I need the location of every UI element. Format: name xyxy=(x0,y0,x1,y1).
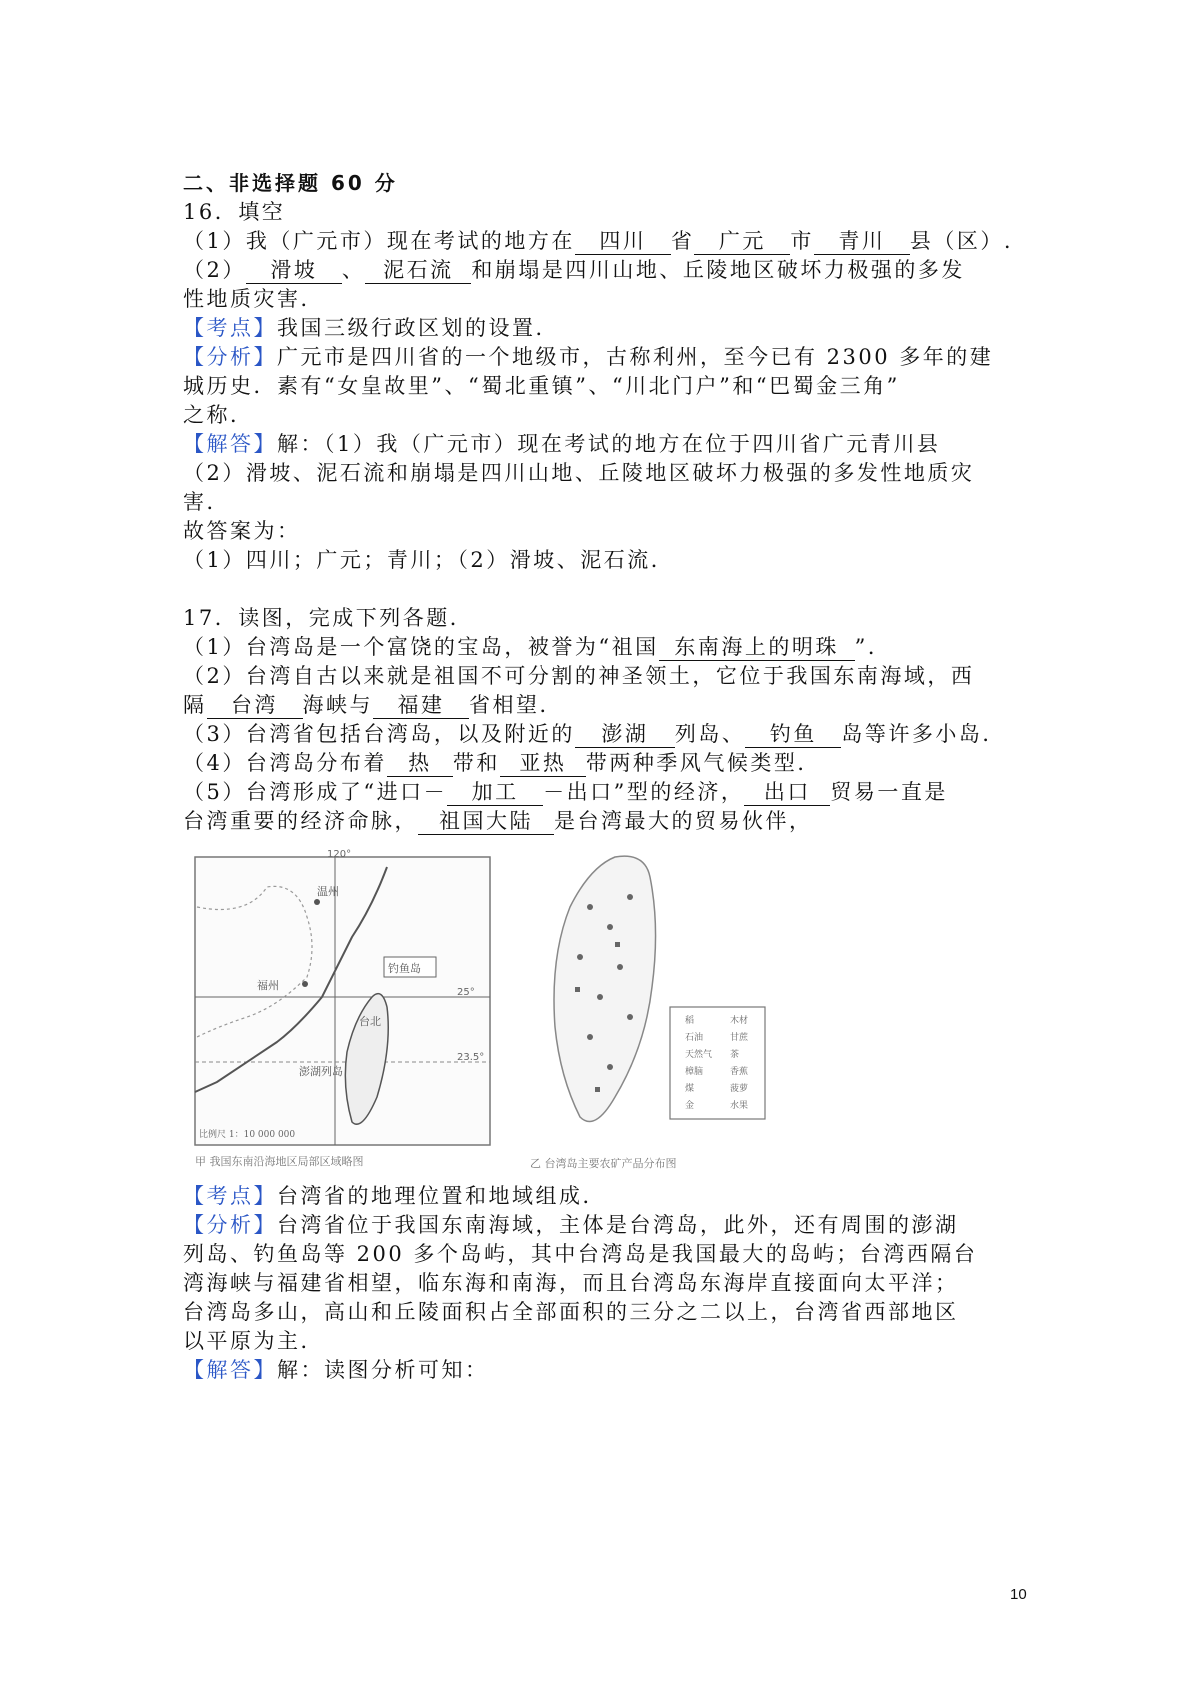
answer-blank: 青川 xyxy=(814,228,910,255)
q16-fenxi: 【分析】广元市是四川省的一个地级市，古称利州，至今已有 2300 多年的建 xyxy=(183,345,994,369)
answer-blank: 福建 xyxy=(373,692,469,719)
q16-answer: （1）四川；广元；青川；（2）滑坡、泥石流． xyxy=(183,548,675,572)
tag-fenxi: 【分析】 xyxy=(183,345,277,369)
taiwan-outline xyxy=(554,856,656,1121)
answer-blank: 四川 xyxy=(575,228,671,255)
q17-fenxi-5: 以平原为主． xyxy=(183,1329,324,1353)
svg-text:甘蔗: 甘蔗 xyxy=(730,1033,749,1043)
svg-text:木材: 木材 xyxy=(730,1016,749,1026)
q16-line2: （2） 滑坡 、 泥石流 和崩塌是四川山地、丘陵地区破坏力极强的多发 xyxy=(183,258,965,282)
map-taiwan-products xyxy=(520,847,780,1177)
svg-text:天然气: 天然气 xyxy=(685,1050,713,1060)
q16-jieda: 【解答】解：（1）我（广元市）现在考试的地方在位于四川省广元青川县 xyxy=(183,432,941,456)
q16-kaodian: 【考点】我国三级行政区划的设置． xyxy=(183,316,559,340)
q17-fenxi: 【分析】台湾省位于我国东南海域，主体是台湾岛，此外，还有周围的澎湖 xyxy=(183,1213,959,1237)
answer-blank: 钓鱼 xyxy=(745,721,841,748)
lat-label-25: 25° xyxy=(457,987,475,998)
svg-text:石油: 石油 xyxy=(685,1033,704,1043)
answer-blank: 出口 xyxy=(744,779,830,806)
q16-jieda-2: （2）滑坡、泥石流和崩塌是四川山地、丘陵地区破坏力极强的多发性地质灾 xyxy=(183,461,975,485)
q17-part2-b: 隔 台湾 海峡与 福建 省相望． xyxy=(183,693,563,717)
svg-text:香蕉: 香蕉 xyxy=(730,1067,749,1077)
answer-blank: 东南海上的明珠 xyxy=(659,634,855,661)
lon-label: 120° xyxy=(327,849,352,860)
city-taibei: 台北 xyxy=(359,1015,381,1028)
answer-blank: 泥石流 xyxy=(365,257,471,284)
q17-fenxi-3: 湾海峡与福建省相望，临东海和南海，而且台湾岛东海岸直接面向太平洋； xyxy=(183,1271,959,1295)
label-diaoyudao: 钓鱼岛 xyxy=(388,962,421,975)
svg-text:金: 金 xyxy=(685,1101,695,1111)
section-heading: 二、非选择题 60 分 xyxy=(183,171,398,195)
answer-blank: 澎湖 xyxy=(575,721,675,748)
map2-caption: 乙 台湾岛主要农矿产品分布图 xyxy=(530,1157,677,1170)
tag-jieda: 【解答】 xyxy=(183,432,277,456)
q17-part3: （3）台湾省包括台湾岛，以及附近的 澎湖 列岛、 钓鱼 岛等许多小岛． xyxy=(183,722,1006,746)
q17-part1: （1）台湾岛是一个富饶的宝岛，被誉为“祖国 东南海上的明珠 ”． xyxy=(183,635,892,659)
city-fuzhou: 福州 xyxy=(257,979,279,992)
answer-blank: 祖国大陆 xyxy=(418,808,554,835)
page-number: 10 xyxy=(1010,1586,1027,1603)
q16-line1: （1）我（广元市）现在考试的地方在 四川 省 广元 市 青川 县（区）. xyxy=(183,229,1014,253)
q17-fenxi-2: 列岛、钓鱼岛等 200 多个岛屿，其中台湾岛是我国最大的岛屿；台湾西隔台 xyxy=(183,1242,978,1266)
svg-text:稻: 稻 xyxy=(685,1016,695,1026)
svg-text:水果: 水果 xyxy=(730,1101,749,1111)
q17-title: 17．读图，完成下列各题． xyxy=(183,606,474,630)
label-penghu: 澎湖列岛 xyxy=(299,1065,343,1078)
tag-fenxi: 【分析】 xyxy=(183,1213,277,1237)
q16-fenxi-3: 之称． xyxy=(183,403,254,427)
answer-blank: 加工 xyxy=(447,779,543,806)
svg-text:菠萝: 菠萝 xyxy=(730,1084,749,1094)
svg-text:樟脑: 樟脑 xyxy=(685,1067,704,1077)
lat-label-235: 23.5° xyxy=(457,1052,485,1063)
tag-jieda: 【解答】 xyxy=(183,1358,277,1382)
map1-caption: 甲 我国东南沿海地区局部区域略图 xyxy=(195,1155,364,1168)
answer-blank: 亚热 xyxy=(500,750,586,777)
answer-blank: 台湾 xyxy=(207,692,303,719)
city-wenzhou: 温州 xyxy=(317,885,339,898)
q17-fenxi-4: 台湾岛多山，高山和丘陵面积占全部面积的三分之二以上，台湾省西部地区 xyxy=(183,1300,959,1324)
q17-part6: 台湾重要的经济命脉， 祖国大陆 是台湾最大的贸易伙伴， xyxy=(183,809,813,833)
svg-text:茶: 茶 xyxy=(730,1050,740,1060)
q16-title: 16．填空 xyxy=(183,200,286,224)
q16-jieda-3: 害． xyxy=(183,490,230,514)
q17-part2: （2）台湾自古以来就是祖国不可分割的神圣领土，它位于我国东南海域，西 xyxy=(183,664,975,688)
answer-blank: 热 xyxy=(387,750,453,777)
scale-label: 比例尺 1：10 000 000 xyxy=(199,1130,296,1140)
q17-part4: （4）台湾岛分布着 热 带和 亚热 带两种季风气候类型． xyxy=(183,751,821,775)
q17-part5: （5）台湾形成了“进口－ 加工 －出口”型的经济， 出口 贸易一直是 xyxy=(183,780,948,804)
q17-kaodian: 【考点】台湾省的地理位置和地域组成． xyxy=(183,1184,606,1208)
q16-line3: 性地质灾害． xyxy=(183,287,324,311)
map-southeast-coast xyxy=(187,847,507,1177)
q16-fenxi-2: 城历史．素有“女皇故里”、“蜀北重镇”、“川北门户”和“巴蜀金三角” xyxy=(183,374,900,398)
svg-text:煤: 煤 xyxy=(685,1084,695,1094)
answer-blank: 滑坡 xyxy=(246,257,342,284)
q17-jieda: 【解答】解：读图分析可知： xyxy=(183,1358,489,1382)
answer-blank: 广元 xyxy=(694,228,790,255)
tag-kaodian: 【考点】 xyxy=(183,1184,277,1208)
tag-kaodian: 【考点】 xyxy=(183,316,277,340)
q16-answer-label: 故答案为： xyxy=(183,519,301,543)
